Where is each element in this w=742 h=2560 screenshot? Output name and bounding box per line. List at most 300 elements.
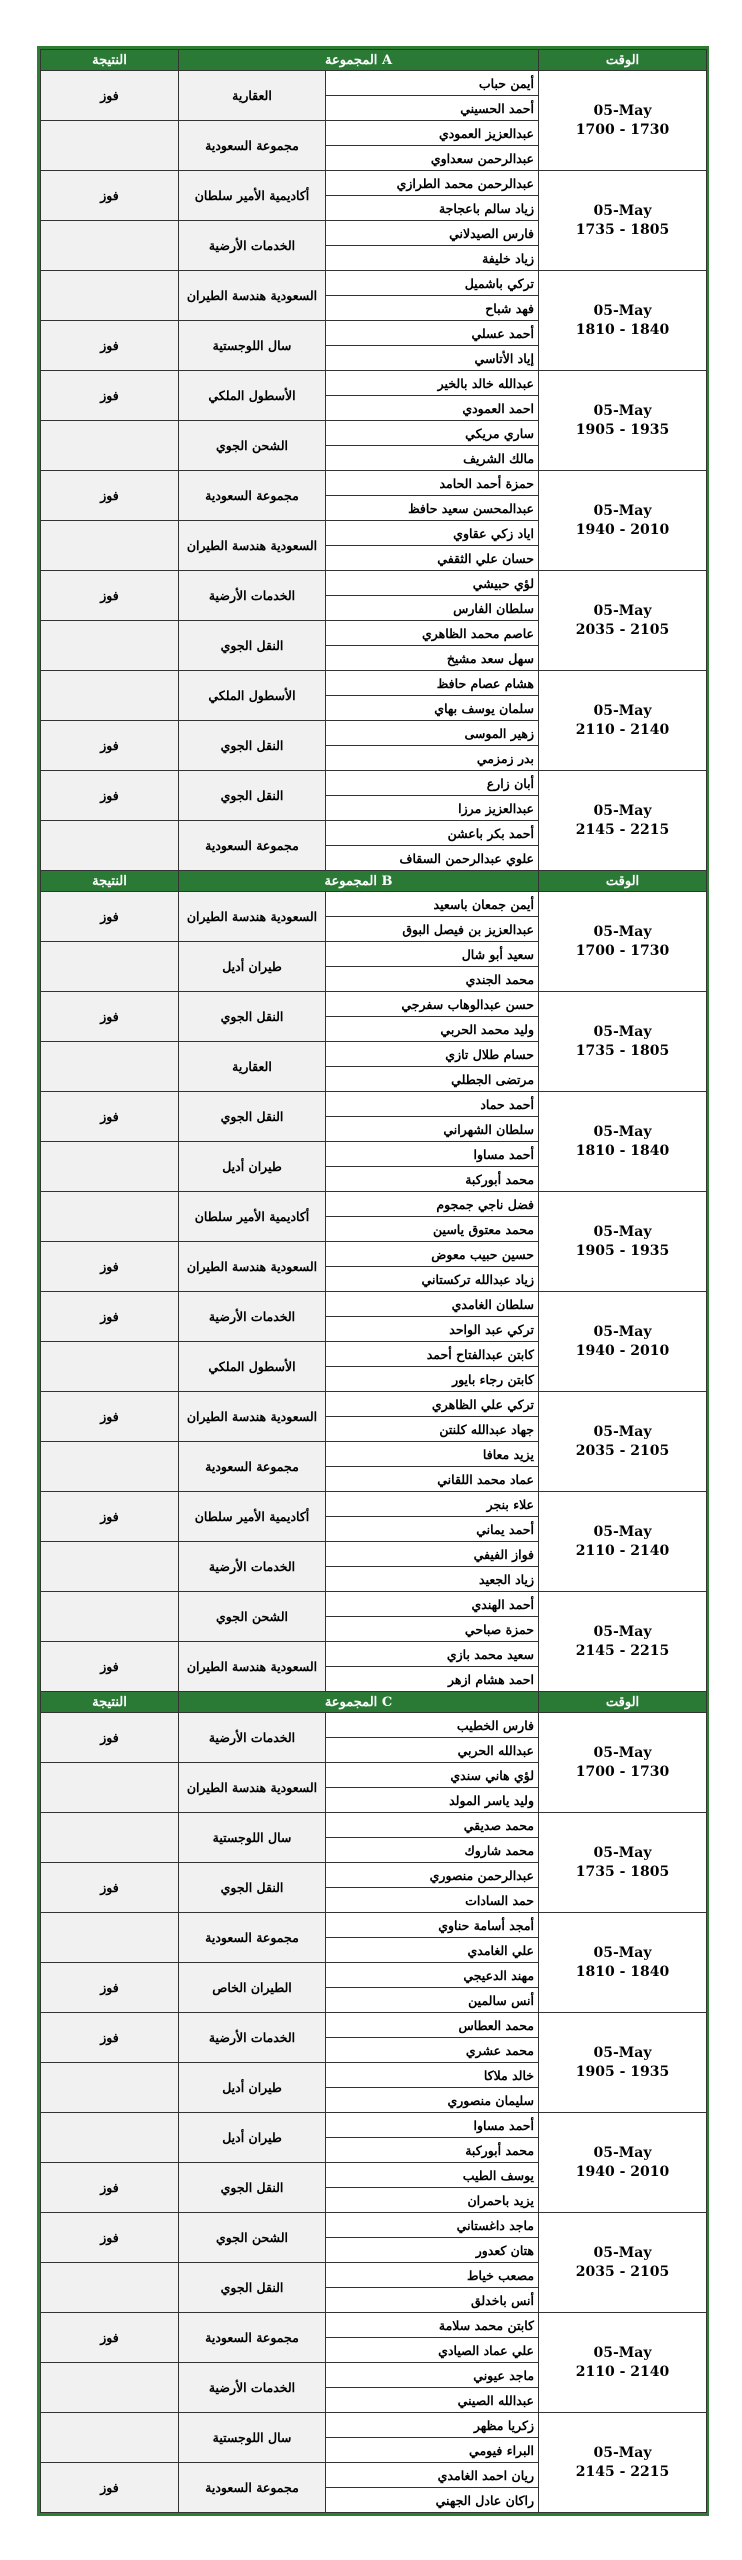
group-column-header	[179, 871, 539, 892]
player-name: أحمد يماني	[326, 1517, 539, 1542]
team-cell: مجموعة السعودية	[179, 1913, 326, 1963]
player-name: لؤي هاني سندي	[326, 1763, 539, 1788]
player-name: سلمان يوسف بهاي	[326, 696, 539, 721]
slot-time-range: 1700 - 1730	[575, 942, 670, 959]
result-cell: فوز	[41, 1963, 179, 2013]
time-cell	[539, 1713, 707, 1813]
team-cell: أكاديمية الأمير سلطان	[179, 171, 326, 221]
player-name: أحمد عسلي	[326, 321, 539, 346]
slot-date: 05-May	[593, 602, 652, 619]
player-name: أيمن حباب	[326, 71, 539, 96]
player-name: حسان علي الثقفي	[326, 546, 539, 571]
team-cell: الخدمات الأرضية	[179, 221, 326, 271]
player-name: عبدالله الحربي	[326, 1738, 539, 1763]
player-name: أنس باخدلق	[326, 2288, 539, 2313]
team-cell: السعودية هندسة الطيران	[179, 1242, 326, 1292]
result-cell: فوز	[41, 2013, 179, 2063]
player-name: تركي عبد الواحد	[326, 1317, 539, 1342]
player-name: محمد أبوركبة	[326, 1167, 539, 1192]
slot-time-range: 2035 - 2105	[575, 2263, 670, 2280]
result-cell	[41, 1542, 179, 1592]
slot-date: 05-May	[593, 2244, 652, 2261]
table-row	[41, 2313, 707, 2338]
team-cell: مجموعة السعودية	[179, 2463, 326, 2513]
team-cell: سال اللوجستية	[179, 321, 326, 371]
slot-date: 05-May	[593, 1423, 652, 1440]
result-cell: فوز	[41, 721, 179, 771]
team-cell: الخدمات الأرضية	[179, 2363, 326, 2413]
player-name: جهاد عبدالله كلنتن	[326, 1417, 539, 1442]
player-name: محمد عشري	[326, 2038, 539, 2063]
result-cell	[41, 1763, 179, 1813]
time-cell	[539, 471, 707, 571]
result-cell: فوز	[41, 471, 179, 521]
player-name: عبدالرحمن سعداوي	[326, 146, 539, 171]
result-cell: فوز	[41, 71, 179, 121]
result-cell: فوز	[41, 171, 179, 221]
slot-date: 05-May	[593, 802, 652, 819]
slot-date: 05-May	[593, 1123, 652, 1140]
team-cell: النقل الجوي	[179, 1863, 326, 1913]
player-name: وليد محمد الحربي	[326, 1017, 539, 1042]
player-name: محمد شاروك	[326, 1838, 539, 1863]
team-cell: مجموعة السعودية	[179, 821, 326, 871]
player-name: لؤي حبيشي	[326, 571, 539, 596]
table-row	[41, 771, 707, 796]
team-cell: مجموعة السعودية	[179, 471, 326, 521]
result-cell: فوز	[41, 1492, 179, 1542]
slot-time-range: 2110 - 2140	[575, 1542, 670, 1559]
result-cell	[41, 1813, 179, 1863]
team-cell: السعودية هندسة الطيران	[179, 1392, 326, 1442]
table-row	[41, 892, 707, 917]
slot-time-range: 1905 - 1935	[575, 2063, 670, 2080]
player-name: علي الغامدي	[326, 1938, 539, 1963]
table-row	[41, 1092, 707, 1117]
slot-time-range: 2145 - 2215	[575, 2463, 670, 2480]
slot-time-range: 1810 - 1840	[575, 1142, 670, 1159]
table-row	[41, 1592, 707, 1617]
player-name: أحمد الحسيني	[326, 96, 539, 121]
table-row	[41, 1292, 707, 1317]
team-cell: السعودية هندسة الطيران	[179, 271, 326, 321]
result-column-header: النتيجة	[41, 50, 179, 71]
player-name: محمد صديقي	[326, 1813, 539, 1838]
slot-date: 05-May	[593, 2144, 652, 2161]
result-cell	[41, 2413, 179, 2463]
player-name: هشام عصام حافظ	[326, 671, 539, 696]
table-row	[41, 471, 707, 496]
table-row	[41, 1392, 707, 1417]
group-column-header	[179, 1692, 539, 1713]
table-row	[41, 992, 707, 1017]
table-row	[41, 371, 707, 396]
player-name: علاء بنجر	[326, 1492, 539, 1517]
player-name: حمد السادات	[326, 1888, 539, 1913]
player-name: ريان احمد الغامدي	[326, 2463, 539, 2488]
slot-time-range: 1735 - 1805	[575, 221, 670, 238]
player-name: سليمان منصوري	[326, 2088, 539, 2113]
team-cell: العقارية	[179, 71, 326, 121]
player-name: سلطان الفارس	[326, 596, 539, 621]
time-cell	[539, 2113, 707, 2213]
time-cell	[539, 992, 707, 1092]
result-column-header: النتيجة	[41, 871, 179, 892]
team-cell: السعودية هندسة الطيران	[179, 521, 326, 571]
time-cell	[539, 671, 707, 771]
team-cell: السعودية هندسة الطيران	[179, 1763, 326, 1813]
team-cell: الأسطول الملكي	[179, 371, 326, 421]
time-cell	[539, 771, 707, 871]
result-cell	[41, 821, 179, 871]
result-cell	[41, 1592, 179, 1642]
slot-date: 05-May	[593, 502, 652, 519]
team-cell: العقارية	[179, 1042, 326, 1092]
time-cell	[539, 1592, 707, 1692]
time-cell	[539, 2313, 707, 2413]
table-row	[41, 571, 707, 596]
team-cell: طيران أديل	[179, 1142, 326, 1192]
result-cell	[41, 671, 179, 721]
result-cell	[41, 1142, 179, 1192]
result-cell: فوز	[41, 1392, 179, 1442]
table-row	[41, 2413, 707, 2438]
slot-date: 05-May	[593, 302, 652, 319]
player-name: عبدالرحمن محمد الطرازي	[326, 171, 539, 196]
time-column-header: الوقت	[539, 1692, 707, 1713]
team-cell: النقل الجوي	[179, 721, 326, 771]
time-cell	[539, 1492, 707, 1592]
table-row	[41, 2013, 707, 2038]
player-name: عبدالله خالد بالخير	[326, 371, 539, 396]
time-cell	[539, 1392, 707, 1492]
player-name: زياد خليفة	[326, 246, 539, 271]
player-name: سعيد محمد بازي	[326, 1642, 539, 1667]
team-cell: النقل الجوي	[179, 1092, 326, 1142]
slot-date: 05-May	[593, 402, 652, 419]
player-name: عبدالرحمن منصوري	[326, 1863, 539, 1888]
slot-date: 05-May	[593, 1223, 652, 1240]
player-name: ساري مريكي	[326, 421, 539, 446]
player-name: سهل سعد مشيخ	[326, 646, 539, 671]
group-header-row	[41, 871, 707, 892]
time-cell	[539, 71, 707, 171]
team-cell: الشحن الجوي	[179, 2213, 326, 2263]
time-cell	[539, 1092, 707, 1192]
player-name: أيمن جمعان باسعيد	[326, 892, 539, 917]
result-cell	[41, 1913, 179, 1963]
time-cell	[539, 1813, 707, 1913]
player-name: يوسف الطيب	[326, 2163, 539, 2188]
result-cell: فوز	[41, 1092, 179, 1142]
result-cell	[41, 271, 179, 321]
team-cell: أكاديمية الأمير سلطان	[179, 1492, 326, 1542]
player-name: مرتضى الجطلي	[326, 1067, 539, 1092]
player-name: أمجد أسامة حناوي	[326, 1913, 539, 1938]
slot-date: 05-May	[593, 2344, 652, 2361]
player-name: أحمد بكر باعشن	[326, 821, 539, 846]
player-name: علي عماد الصيادي	[326, 2338, 539, 2363]
player-name: راكان عادل الجهني	[326, 2488, 539, 2513]
group-label: المجموعة	[324, 52, 378, 68]
slot-date: 05-May	[593, 1323, 652, 1340]
player-name: هتان كعدور	[326, 2238, 539, 2263]
player-name: خالد ملاكا	[326, 2063, 539, 2088]
result-cell: فوز	[41, 771, 179, 821]
slot-time-range: 1810 - 1840	[575, 1963, 670, 1980]
player-name: حسين حبيب معوض	[326, 1242, 539, 1267]
slot-date: 05-May	[593, 1023, 652, 1040]
table-row	[41, 1192, 707, 1217]
slot-date: 05-May	[593, 1523, 652, 1540]
player-name: ماجد داغستاني	[326, 2213, 539, 2238]
team-cell: السعودية هندسة الطيران	[179, 892, 326, 942]
result-cell	[41, 221, 179, 271]
result-cell	[41, 1342, 179, 1392]
result-cell: فوز	[41, 2213, 179, 2263]
result-cell	[41, 942, 179, 992]
result-cell	[41, 621, 179, 671]
result-cell: فوز	[41, 571, 179, 621]
table-row	[41, 1492, 707, 1517]
player-name: حمزة أحمد الحامد	[326, 471, 539, 496]
team-cell: الخدمات الأرضية	[179, 571, 326, 621]
result-cell: فوز	[41, 2163, 179, 2213]
player-name: كابتن محمد سلامة	[326, 2313, 539, 2338]
result-cell	[41, 1042, 179, 1092]
result-cell: فوز	[41, 2463, 179, 2513]
result-cell: فوز	[41, 2313, 179, 2363]
team-cell: سال اللوجستية	[179, 2413, 326, 2463]
slot-date: 05-May	[593, 1623, 652, 1640]
player-name: حمزة صباحي	[326, 1617, 539, 1642]
player-name: محمد أبوركبة	[326, 2138, 539, 2163]
time-cell	[539, 171, 707, 271]
team-cell: الشحن الجوي	[179, 1592, 326, 1642]
result-cell: فوز	[41, 1713, 179, 1763]
team-cell: السعودية هندسة الطيران	[179, 1642, 326, 1692]
result-cell: فوز	[41, 1863, 179, 1913]
player-name: مالك الشريف	[326, 446, 539, 471]
table-row	[41, 671, 707, 696]
time-cell	[539, 571, 707, 671]
schedule-sheet	[37, 46, 709, 2516]
team-cell: الأسطول الملكي	[179, 1342, 326, 1392]
team-cell: مجموعة السعودية	[179, 2313, 326, 2363]
player-name: وليد ياسر المولد	[326, 1788, 539, 1813]
player-name: تركي باشميل	[326, 271, 539, 296]
team-cell: الخدمات الأرضية	[179, 1292, 326, 1342]
slot-date: 05-May	[593, 923, 652, 940]
slot-time-range: 2145 - 2215	[575, 821, 670, 838]
player-name: مصعب خياط	[326, 2263, 539, 2288]
team-cell: الأسطول الملكي	[179, 671, 326, 721]
group-header-row	[41, 1692, 707, 1713]
player-name: عاصم محمد الظاهري	[326, 621, 539, 646]
time-cell	[539, 1192, 707, 1292]
slot-time-range: 2110 - 2140	[575, 2363, 670, 2380]
player-name: زياد عبدالله تركستاني	[326, 1267, 539, 1292]
time-cell	[539, 1913, 707, 2013]
player-name: زياد سالم باعجاجة	[326, 196, 539, 221]
slot-date: 05-May	[593, 702, 652, 719]
player-name: احمد هشام ازهر	[326, 1667, 539, 1692]
player-name: محمد العطاس	[326, 2013, 539, 2038]
time-cell	[539, 2413, 707, 2513]
result-cell: فوز	[41, 321, 179, 371]
player-name: فواز الفيفي	[326, 1542, 539, 1567]
table-row	[41, 171, 707, 196]
slot-time-range: 1940 - 2010	[575, 521, 670, 538]
player-name: حسن عبدالوهاب سفرجي	[326, 992, 539, 1017]
time-cell	[539, 2013, 707, 2113]
player-name: زياد الجعيد	[326, 1567, 539, 1592]
slot-date: 05-May	[593, 1844, 652, 1861]
slot-time-range: 1735 - 1805	[575, 1042, 670, 1059]
table-row	[41, 271, 707, 296]
team-cell: طيران أديل	[179, 2113, 326, 2163]
player-name: كابتن رجاء بايور	[326, 1367, 539, 1392]
team-cell: أكاديمية الأمير سلطان	[179, 1192, 326, 1242]
result-cell	[41, 2363, 179, 2413]
player-name: اياد زكي عقاوي	[326, 521, 539, 546]
player-name: زهير الموسى	[326, 721, 539, 746]
player-name: فضل ناجي جمجوم	[326, 1192, 539, 1217]
result-cell	[41, 2263, 179, 2313]
slot-time-range: 2110 - 2140	[575, 721, 670, 738]
team-cell: طيران أديل	[179, 2063, 326, 2113]
result-column-header: النتيجة	[41, 1692, 179, 1713]
player-name: فارس الخطيب	[326, 1713, 539, 1738]
table-row	[41, 1913, 707, 1938]
player-name: سلطان الغامدي	[326, 1292, 539, 1317]
player-name: زكريا مظهر	[326, 2413, 539, 2438]
slot-date: 05-May	[593, 1944, 652, 1961]
player-name: عبدالعزيز بن فيصل البوق	[326, 917, 539, 942]
player-name: محمد معتوق ياسين	[326, 1217, 539, 1242]
team-cell: طيران أديل	[179, 942, 326, 992]
player-name: أحمد مساوا	[326, 1142, 539, 1167]
group-column-header	[179, 50, 539, 71]
time-cell	[539, 271, 707, 371]
table-row	[41, 2113, 707, 2138]
time-column-header: الوقت	[539, 50, 707, 71]
result-cell	[41, 2113, 179, 2163]
player-name: أنس سالمين	[326, 1988, 539, 2013]
result-cell: فوز	[41, 892, 179, 942]
player-name: ماجد عيوني	[326, 2363, 539, 2388]
player-name: أحمد مساوا	[326, 2113, 539, 2138]
slot-time-range: 1700 - 1730	[575, 121, 670, 138]
slot-date: 05-May	[593, 1744, 652, 1761]
team-cell: النقل الجوي	[179, 2163, 326, 2213]
slot-date: 05-May	[593, 102, 652, 119]
player-name: مهند الدعيجي	[326, 1963, 539, 1988]
player-name: البراء فيومي	[326, 2438, 539, 2463]
slot-time-range: 1905 - 1935	[575, 421, 670, 438]
result-cell: فوز	[41, 992, 179, 1042]
schedule-table	[40, 49, 707, 2513]
team-cell: مجموعة السعودية	[179, 121, 326, 171]
slot-time-range: 2035 - 2105	[575, 1442, 670, 1459]
team-cell: الشحن الجوي	[179, 421, 326, 471]
group-label: المجموعة	[324, 873, 377, 889]
result-cell: فوز	[41, 1642, 179, 1692]
team-cell: النقل الجوي	[179, 992, 326, 1042]
group-header-row	[41, 50, 707, 71]
time-cell	[539, 2213, 707, 2313]
result-cell: فوز	[41, 371, 179, 421]
player-name: حسام طلال تازي	[326, 1042, 539, 1067]
result-cell: فوز	[41, 1242, 179, 1292]
result-cell	[41, 1442, 179, 1492]
player-name: إياد الأتاسي	[326, 346, 539, 371]
team-cell: الخدمات الأرضية	[179, 1542, 326, 1592]
team-cell: النقل الجوي	[179, 621, 326, 671]
group-letter: B	[381, 873, 393, 889]
slot-date: 05-May	[593, 2444, 652, 2461]
team-cell: النقل الجوي	[179, 2263, 326, 2313]
player-name: أحمد الهندي	[326, 1592, 539, 1617]
team-cell: الخدمات الأرضية	[179, 1713, 326, 1763]
time-cell	[539, 371, 707, 471]
time-column-header: الوقت	[539, 871, 707, 892]
slot-time-range: 1905 - 1935	[575, 1242, 670, 1259]
slot-time-range: 1810 - 1840	[575, 321, 670, 338]
player-name: احمد العمودي	[326, 396, 539, 421]
time-cell	[539, 1292, 707, 1392]
team-cell: مجموعة السعودية	[179, 1442, 326, 1492]
team-cell: النقل الجوي	[179, 771, 326, 821]
group-label: المجموعة	[324, 1694, 378, 1710]
result-cell	[41, 2063, 179, 2113]
player-name: عبدالعزيز مرزا	[326, 796, 539, 821]
result-cell	[41, 121, 179, 171]
slot-time-range: 2145 - 2215	[575, 1642, 670, 1659]
team-cell: سال اللوجستية	[179, 1813, 326, 1863]
slot-date: 05-May	[593, 2044, 652, 2061]
slot-time-range: 1940 - 2010	[575, 1342, 670, 1359]
player-name: كابتن عبدالفتاح أحمد	[326, 1342, 539, 1367]
team-cell: الخدمات الأرضية	[179, 2013, 326, 2063]
slot-time-range: 1735 - 1805	[575, 1863, 670, 1880]
player-name: عماد محمد اللقاني	[326, 1467, 539, 1492]
slot-time-range: 2035 - 2105	[575, 621, 670, 638]
time-cell	[539, 892, 707, 992]
player-name: أحمد حماد	[326, 1092, 539, 1117]
table-row	[41, 1813, 707, 1838]
player-name: تركي علي الظاهري	[326, 1392, 539, 1417]
player-name: سعيد أبو شال	[326, 942, 539, 967]
player-name: فارس الصيدلاني	[326, 221, 539, 246]
player-name: عبدالله الصيني	[326, 2388, 539, 2413]
player-name: سلطان الشهراني	[326, 1117, 539, 1142]
slot-date: 05-May	[593, 202, 652, 219]
team-cell: الطيران الخاص	[179, 1963, 326, 2013]
player-name: عبدالمحسن سعيد حافظ	[326, 496, 539, 521]
result-cell	[41, 1192, 179, 1242]
table-row	[41, 71, 707, 96]
result-cell: فوز	[41, 1292, 179, 1342]
table-row	[41, 1713, 707, 1738]
player-name: بدر زمزمي	[326, 746, 539, 771]
table-row	[41, 2213, 707, 2238]
player-name: علوي عبدالرحمن السقاف	[326, 846, 539, 871]
player-name: أبان زارع	[326, 771, 539, 796]
player-name: يزيد معافا	[326, 1442, 539, 1467]
player-name: عبدالعزيز العمودي	[326, 121, 539, 146]
group-letter: C	[381, 1694, 393, 1710]
